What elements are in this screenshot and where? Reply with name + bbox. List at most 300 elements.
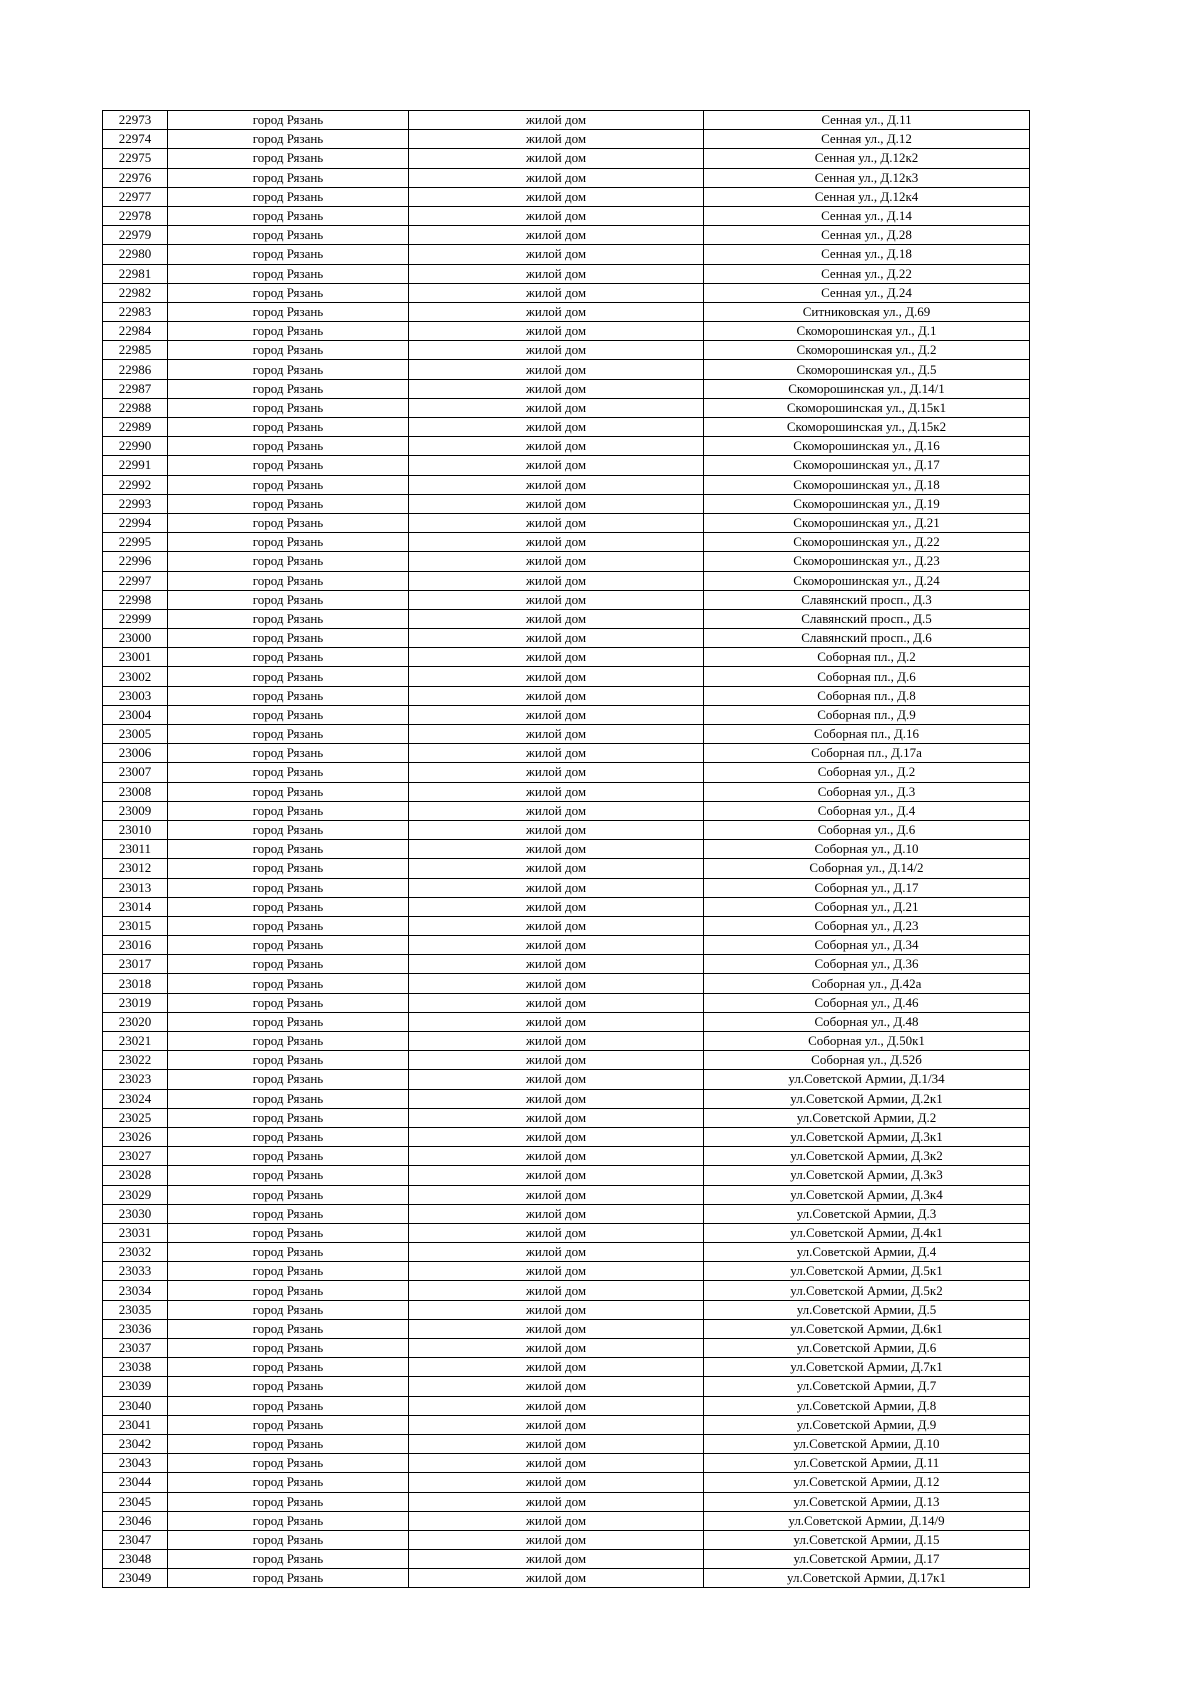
table-row <box>103 705 1030 724</box>
record-number-cell: 22975 <box>103 149 168 168</box>
table-row <box>103 1108 1030 1127</box>
record-number-cell: 22994 <box>103 513 168 532</box>
city-cell: город Рязань <box>168 437 409 456</box>
city-cell: город Рязань <box>168 456 409 475</box>
address-cell: Сенная ул., Д.12к2 <box>704 149 1030 168</box>
table-row <box>103 168 1030 187</box>
record-number-cell: 23049 <box>103 1569 168 1588</box>
object-type-cell: жилой дом <box>409 1012 704 1031</box>
address-table <box>102 110 1030 1588</box>
object-type-cell: жилой дом <box>409 936 704 955</box>
address-cell: Сенная ул., Д.14 <box>704 206 1030 225</box>
city-cell: город Рязань <box>168 1377 409 1396</box>
city-cell: город Рязань <box>168 149 409 168</box>
object-type-cell: жилой дом <box>409 398 704 417</box>
record-number-cell: 23001 <box>103 648 168 667</box>
record-number-cell: 23038 <box>103 1358 168 1377</box>
address-cell: ул.Советской Армии, Д.15 <box>704 1530 1030 1549</box>
object-type-cell: жилой дом <box>409 322 704 341</box>
city-cell: город Рязань <box>168 283 409 302</box>
city-cell: город Рязань <box>168 1492 409 1511</box>
city-cell: город Рязань <box>168 1339 409 1358</box>
table-row <box>103 283 1030 302</box>
record-number-cell: 23013 <box>103 878 168 897</box>
city-cell: город Рязань <box>168 878 409 897</box>
record-number-cell: 23032 <box>103 1243 168 1262</box>
table-row <box>103 936 1030 955</box>
address-cell: Соборная ул., Д.23 <box>704 916 1030 935</box>
city-cell: город Рязань <box>168 667 409 686</box>
city-cell: город Рязань <box>168 398 409 417</box>
record-number-cell: 22973 <box>103 111 168 130</box>
address-cell: Соборная ул., Д.4 <box>704 801 1030 820</box>
record-number-cell: 22983 <box>103 302 168 321</box>
record-number-cell: 22985 <box>103 341 168 360</box>
object-type-cell: жилой дом <box>409 418 704 437</box>
table-row <box>103 955 1030 974</box>
address-cell: Скоморошинская ул., Д.16 <box>704 437 1030 456</box>
address-cell: Соборная пл., Д.8 <box>704 686 1030 705</box>
record-number-cell: 23041 <box>103 1415 168 1434</box>
table-row <box>103 1358 1030 1377</box>
object-type-cell: жилой дом <box>409 1108 704 1127</box>
table-row <box>103 801 1030 820</box>
object-type-cell: жилой дом <box>409 1127 704 1146</box>
object-type-cell: жилой дом <box>409 187 704 206</box>
address-cell: Соборная ул., Д.2 <box>704 763 1030 782</box>
city-cell: город Рязань <box>168 1415 409 1434</box>
object-type-cell: жилой дом <box>409 533 704 552</box>
record-number-cell: 23008 <box>103 782 168 801</box>
address-cell: Скоморошинская ул., Д.22 <box>704 533 1030 552</box>
address-cell: Соборная ул., Д.17 <box>704 878 1030 897</box>
record-number-cell: 23011 <box>103 840 168 859</box>
city-cell: город Рязань <box>168 475 409 494</box>
table-row <box>103 264 1030 283</box>
table-row <box>103 629 1030 648</box>
object-type-cell: жилой дом <box>409 1473 704 1492</box>
city-cell: город Рязань <box>168 379 409 398</box>
city-cell: город Рязань <box>168 1127 409 1146</box>
table-row <box>103 974 1030 993</box>
table-row <box>103 763 1030 782</box>
record-number-cell: 22993 <box>103 494 168 513</box>
table-row <box>103 1012 1030 1031</box>
address-cell: ул.Советской Армии, Д.7 <box>704 1377 1030 1396</box>
city-cell: город Рязань <box>168 1166 409 1185</box>
object-type-cell: жилой дом <box>409 226 704 245</box>
record-number-cell: 23010 <box>103 820 168 839</box>
record-number-cell: 23031 <box>103 1223 168 1242</box>
object-type-cell: жилой дом <box>409 1070 704 1089</box>
city-cell: город Рязань <box>168 1300 409 1319</box>
city-cell: город Рязань <box>168 782 409 801</box>
address-cell: ул.Советской Армии, Д.11 <box>704 1454 1030 1473</box>
address-cell: ул.Советской Армии, Д.3 <box>704 1204 1030 1223</box>
city-cell: город Рязань <box>168 936 409 955</box>
object-type-cell: жилой дом <box>409 1051 704 1070</box>
address-cell: Соборная ул., Д.6 <box>704 820 1030 839</box>
object-type-cell: жилой дом <box>409 1243 704 1262</box>
city-cell: город Рязань <box>168 801 409 820</box>
record-number-cell: 22978 <box>103 206 168 225</box>
address-cell: Скоморошинская ул., Д.23 <box>704 552 1030 571</box>
city-cell: город Рязань <box>168 859 409 878</box>
object-type-cell: жилой дом <box>409 245 704 264</box>
address-cell: Сенная ул., Д.12к4 <box>704 187 1030 206</box>
table-row <box>103 1396 1030 1415</box>
address-cell: ул.Советской Армии, Д.5к1 <box>704 1262 1030 1281</box>
table-row <box>103 782 1030 801</box>
table-row <box>103 1051 1030 1070</box>
address-cell: ул.Советской Армии, Д.6к1 <box>704 1319 1030 1338</box>
object-type-cell: жилой дом <box>409 206 704 225</box>
table-row <box>103 1185 1030 1204</box>
record-number-cell: 23046 <box>103 1511 168 1530</box>
address-cell: Соборная пл., Д.6 <box>704 667 1030 686</box>
object-type-cell: жилой дом <box>409 341 704 360</box>
address-cell: Соборная ул., Д.21 <box>704 897 1030 916</box>
object-type-cell: жилой дом <box>409 648 704 667</box>
address-cell: Скоморошинская ул., Д.17 <box>704 456 1030 475</box>
table-row <box>103 897 1030 916</box>
address-cell: ул.Советской Армии, Д.2 <box>704 1108 1030 1127</box>
address-cell: ул.Советской Армии, Д.3к1 <box>704 1127 1030 1146</box>
table-row <box>103 648 1030 667</box>
record-number-cell: 22976 <box>103 168 168 187</box>
object-type-cell: жилой дом <box>409 1223 704 1242</box>
city-cell: город Рязань <box>168 1012 409 1031</box>
table-row <box>103 571 1030 590</box>
record-number-cell: 23024 <box>103 1089 168 1108</box>
city-cell: город Рязань <box>168 955 409 974</box>
address-cell: Скоморошинская ул., Д.21 <box>704 513 1030 532</box>
object-type-cell: жилой дом <box>409 1377 704 1396</box>
city-cell: город Рязань <box>168 744 409 763</box>
table-row <box>103 725 1030 744</box>
table-row <box>103 840 1030 859</box>
object-type-cell: жилой дом <box>409 1492 704 1511</box>
record-number-cell: 23025 <box>103 1108 168 1127</box>
record-number-cell: 23045 <box>103 1492 168 1511</box>
record-number-cell: 23000 <box>103 629 168 648</box>
record-number-cell: 22974 <box>103 130 168 149</box>
object-type-cell: жилой дом <box>409 1511 704 1530</box>
object-type-cell: жилой дом <box>409 916 704 935</box>
table-row <box>103 341 1030 360</box>
city-cell: город Рязань <box>168 1051 409 1070</box>
city-cell: город Рязань <box>168 725 409 744</box>
object-type-cell: жилой дом <box>409 1415 704 1434</box>
record-number-cell: 23002 <box>103 667 168 686</box>
record-number-cell: 22986 <box>103 360 168 379</box>
record-number-cell: 23034 <box>103 1281 168 1300</box>
table-row <box>103 1243 1030 1262</box>
record-number-cell: 22990 <box>103 437 168 456</box>
table-row <box>103 418 1030 437</box>
city-cell: город Рязань <box>168 1550 409 1569</box>
record-number-cell: 23036 <box>103 1319 168 1338</box>
table-row <box>103 1530 1030 1549</box>
city-cell: город Рязань <box>168 1262 409 1281</box>
record-number-cell: 23018 <box>103 974 168 993</box>
city-cell: город Рязань <box>168 1204 409 1223</box>
city-cell: город Рязань <box>168 820 409 839</box>
city-cell: город Рязань <box>168 571 409 590</box>
object-type-cell: жилой дом <box>409 629 704 648</box>
table-row <box>103 437 1030 456</box>
city-cell: город Рязань <box>168 1358 409 1377</box>
address-cell: Славянский просп., Д.6 <box>704 629 1030 648</box>
address-cell: Сенная ул., Д.24 <box>704 283 1030 302</box>
address-cell: ул.Советской Армии, Д.4к1 <box>704 1223 1030 1242</box>
record-number-cell: 22991 <box>103 456 168 475</box>
table-row <box>103 1032 1030 1051</box>
table-row <box>103 379 1030 398</box>
object-type-cell: жилой дом <box>409 840 704 859</box>
city-cell: город Рязань <box>168 1223 409 1242</box>
address-cell: ул.Советской Армии, Д.1/34 <box>704 1070 1030 1089</box>
table-row <box>103 1147 1030 1166</box>
address-cell: Соборная ул., Д.48 <box>704 1012 1030 1031</box>
city-cell: город Рязань <box>168 1070 409 1089</box>
table-row <box>103 1511 1030 1530</box>
object-type-cell: жилой дом <box>409 1166 704 1185</box>
city-cell: город Рязань <box>168 1185 409 1204</box>
table-row <box>103 820 1030 839</box>
table-row <box>103 1223 1030 1242</box>
address-cell: ул.Советской Армии, Д.4 <box>704 1243 1030 1262</box>
table-row <box>103 667 1030 686</box>
record-number-cell: 22995 <box>103 533 168 552</box>
record-number-cell: 23035 <box>103 1300 168 1319</box>
object-type-cell: жилой дом <box>409 1319 704 1338</box>
city-cell: город Рязань <box>168 1434 409 1453</box>
record-number-cell: 23012 <box>103 859 168 878</box>
object-type-cell: жилой дом <box>409 1434 704 1453</box>
record-number-cell: 22977 <box>103 187 168 206</box>
city-cell: город Рязань <box>168 552 409 571</box>
object-type-cell: жилой дом <box>409 763 704 782</box>
object-type-cell: жилой дом <box>409 475 704 494</box>
table-row <box>103 1550 1030 1569</box>
city-cell: город Рязань <box>168 302 409 321</box>
city-cell: город Рязань <box>168 648 409 667</box>
record-number-cell: 23039 <box>103 1377 168 1396</box>
table-row <box>103 1339 1030 1358</box>
city-cell: город Рязань <box>168 1473 409 1492</box>
object-type-cell: жилой дом <box>409 149 704 168</box>
record-number-cell: 23006 <box>103 744 168 763</box>
table-row <box>103 322 1030 341</box>
city-cell: город Рязань <box>168 111 409 130</box>
address-cell: Соборная ул., Д.36 <box>704 955 1030 974</box>
address-cell: ул.Советской Армии, Д.12 <box>704 1473 1030 1492</box>
table-row <box>103 1377 1030 1396</box>
address-cell: Скоморошинская ул., Д.15к1 <box>704 398 1030 417</box>
object-type-cell: жилой дом <box>409 1530 704 1549</box>
record-number-cell: 23029 <box>103 1185 168 1204</box>
record-number-cell: 23016 <box>103 936 168 955</box>
object-type-cell: жилой дом <box>409 725 704 744</box>
record-number-cell: 22981 <box>103 264 168 283</box>
address-cell: Соборная пл., Д.2 <box>704 648 1030 667</box>
address-cell: Соборная ул., Д.42а <box>704 974 1030 993</box>
address-cell: Скоморошинская ул., Д.5 <box>704 360 1030 379</box>
object-type-cell: жилой дом <box>409 974 704 993</box>
address-cell: ул.Советской Армии, Д.6 <box>704 1339 1030 1358</box>
city-cell: город Рязань <box>168 1511 409 1530</box>
address-cell: Соборная ул., Д.34 <box>704 936 1030 955</box>
object-type-cell: жилой дом <box>409 437 704 456</box>
city-cell: город Рязань <box>168 916 409 935</box>
table-row <box>103 686 1030 705</box>
city-cell: город Рязань <box>168 533 409 552</box>
table-row <box>103 1454 1030 1473</box>
city-cell: город Рязань <box>168 993 409 1012</box>
object-type-cell: жилой дом <box>409 1300 704 1319</box>
record-number-cell: 23026 <box>103 1127 168 1146</box>
record-number-cell: 22980 <box>103 245 168 264</box>
table-row <box>103 360 1030 379</box>
record-number-cell: 23022 <box>103 1051 168 1070</box>
record-number-cell: 22999 <box>103 609 168 628</box>
object-type-cell: жилой дом <box>409 552 704 571</box>
city-cell: город Рязань <box>168 418 409 437</box>
address-cell: Скоморошинская ул., Д.18 <box>704 475 1030 494</box>
object-type-cell: жилой дом <box>409 609 704 628</box>
record-number-cell: 23021 <box>103 1032 168 1051</box>
record-number-cell: 22996 <box>103 552 168 571</box>
record-number-cell: 23048 <box>103 1550 168 1569</box>
object-type-cell: жилой дом <box>409 686 704 705</box>
address-cell: ул.Советской Армии, Д.17 <box>704 1550 1030 1569</box>
address-cell: Скоморошинская ул., Д.15к2 <box>704 418 1030 437</box>
record-number-cell: 23044 <box>103 1473 168 1492</box>
address-cell: ул.Советской Армии, Д.5 <box>704 1300 1030 1319</box>
table-row <box>103 494 1030 513</box>
address-cell: ул.Советской Армии, Д.14/9 <box>704 1511 1030 1530</box>
record-number-cell: 23014 <box>103 897 168 916</box>
object-type-cell: жилой дом <box>409 993 704 1012</box>
record-number-cell: 22984 <box>103 322 168 341</box>
address-cell: Скоморошинская ул., Д.2 <box>704 341 1030 360</box>
address-cell: Соборная ул., Д.50к1 <box>704 1032 1030 1051</box>
table-row <box>103 1473 1030 1492</box>
record-number-cell: 22987 <box>103 379 168 398</box>
object-type-cell: жилой дом <box>409 1185 704 1204</box>
city-cell: город Рязань <box>168 1569 409 1588</box>
address-cell: Соборная пл., Д.17а <box>704 744 1030 763</box>
address-cell: ул.Советской Армии, Д.17к1 <box>704 1569 1030 1588</box>
address-cell: ул.Советской Армии, Д.3к2 <box>704 1147 1030 1166</box>
address-cell: ул.Советской Армии, Д.10 <box>704 1434 1030 1453</box>
table-row <box>103 533 1030 552</box>
table-row <box>103 552 1030 571</box>
address-cell: Сенная ул., Д.12к3 <box>704 168 1030 187</box>
table-row <box>103 1166 1030 1185</box>
address-cell: Соборная ул., Д.46 <box>704 993 1030 1012</box>
object-type-cell: жилой дом <box>409 494 704 513</box>
table-row <box>103 1319 1030 1338</box>
city-cell: город Рязань <box>168 494 409 513</box>
record-number-cell: 23020 <box>103 1012 168 1031</box>
address-cell: Ситниковская ул., Д.69 <box>704 302 1030 321</box>
table-row <box>103 859 1030 878</box>
address-cell: Сенная ул., Д.28 <box>704 226 1030 245</box>
object-type-cell: жилой дом <box>409 1550 704 1569</box>
address-cell: Соборная ул., Д.10 <box>704 840 1030 859</box>
table-row <box>103 744 1030 763</box>
city-cell: город Рязань <box>168 341 409 360</box>
city-cell: город Рязань <box>168 168 409 187</box>
address-cell: Соборная ул., Д.52б <box>704 1051 1030 1070</box>
city-cell: город Рязань <box>168 264 409 283</box>
object-type-cell: жилой дом <box>409 1569 704 1588</box>
object-type-cell: жилой дом <box>409 1281 704 1300</box>
city-cell: город Рязань <box>168 1147 409 1166</box>
object-type-cell: жилой дом <box>409 111 704 130</box>
table-row <box>103 609 1030 628</box>
table-row <box>103 475 1030 494</box>
table-row <box>103 130 1030 149</box>
record-number-cell: 22979 <box>103 226 168 245</box>
object-type-cell: жилой дом <box>409 667 704 686</box>
object-type-cell: жилой дом <box>409 360 704 379</box>
object-type-cell: жилой дом <box>409 379 704 398</box>
city-cell: город Рязань <box>168 609 409 628</box>
address-table-body <box>103 111 1030 1588</box>
address-cell: Славянский просп., Д.3 <box>704 590 1030 609</box>
city-cell: город Рязань <box>168 1089 409 1108</box>
city-cell: город Рязань <box>168 1243 409 1262</box>
table-row <box>103 590 1030 609</box>
city-cell: город Рязань <box>168 629 409 648</box>
record-number-cell: 23037 <box>103 1339 168 1358</box>
city-cell: город Рязань <box>168 245 409 264</box>
table-row <box>103 398 1030 417</box>
table-row <box>103 993 1030 1012</box>
city-cell: город Рязань <box>168 897 409 916</box>
object-type-cell: жилой дом <box>409 571 704 590</box>
record-number-cell: 22997 <box>103 571 168 590</box>
table-row <box>103 1281 1030 1300</box>
table-row <box>103 1492 1030 1511</box>
city-cell: город Рязань <box>168 513 409 532</box>
record-number-cell: 23043 <box>103 1454 168 1473</box>
object-type-cell: жилой дом <box>409 878 704 897</box>
table-row <box>103 187 1030 206</box>
table-row <box>103 1127 1030 1146</box>
object-type-cell: жилой дом <box>409 1262 704 1281</box>
record-number-cell: 23033 <box>103 1262 168 1281</box>
object-type-cell: жилой дом <box>409 1147 704 1166</box>
city-cell: город Рязань <box>168 226 409 245</box>
table-row <box>103 916 1030 935</box>
object-type-cell: жилой дом <box>409 590 704 609</box>
record-number-cell: 23005 <box>103 725 168 744</box>
city-cell: город Рязань <box>168 1032 409 1051</box>
table-row <box>103 1415 1030 1434</box>
city-cell: город Рязань <box>168 206 409 225</box>
city-cell: город Рязань <box>168 1454 409 1473</box>
object-type-cell: жилой дом <box>409 744 704 763</box>
city-cell: город Рязань <box>168 1108 409 1127</box>
city-cell: город Рязань <box>168 763 409 782</box>
object-type-cell: жилой дом <box>409 168 704 187</box>
object-type-cell: жилой дом <box>409 1089 704 1108</box>
address-cell: Скоморошинская ул., Д.14/1 <box>704 379 1030 398</box>
